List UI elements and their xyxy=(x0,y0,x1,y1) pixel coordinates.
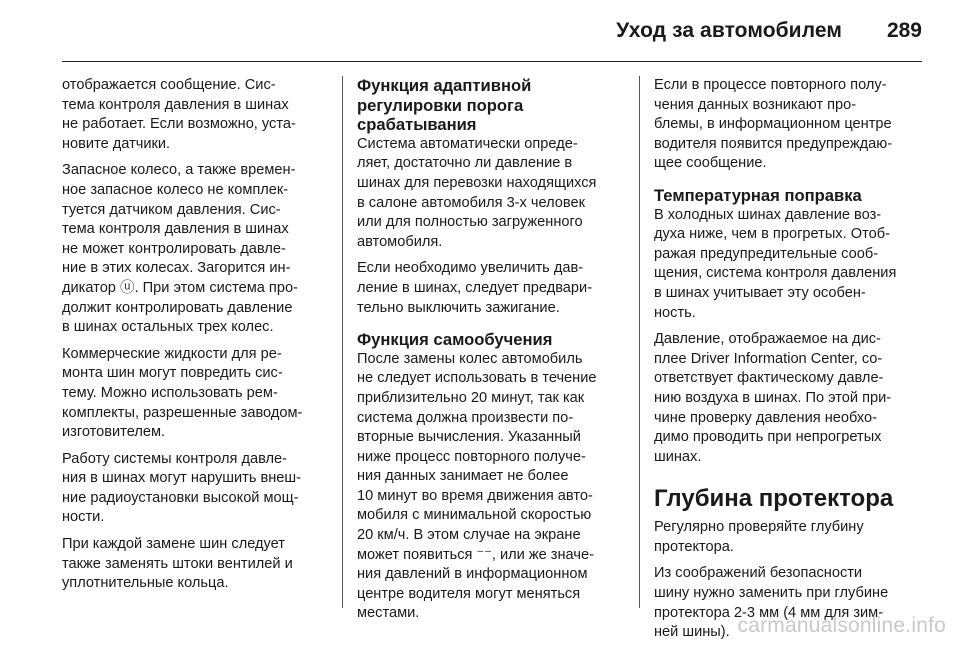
text-line: Работу системы контроля давле- xyxy=(62,450,288,467)
text-line: протектора 2-3 мм (4 мм для зим- xyxy=(654,604,884,621)
text-line: тема контроля давления в шинах xyxy=(62,221,289,238)
text-line: дикатор ⓤ. При этом система про- xyxy=(62,279,298,296)
page-header xyxy=(0,0,960,62)
text-line: ния давлений в информационном xyxy=(357,566,588,583)
text-line: уплотнительные кольца. xyxy=(62,575,229,592)
text-line: не может контролировать давле- xyxy=(62,240,286,257)
text-line: щения, система контроля давления xyxy=(654,265,897,282)
text-line: шинах для перевозки находящихся xyxy=(357,174,597,191)
text-line: шину нужно заменить при глубине xyxy=(654,585,889,602)
text-line: блемы, в информационном центре xyxy=(654,116,892,133)
section-heading-temperature-correction xyxy=(654,186,922,206)
heading-line: срабатывания xyxy=(357,115,477,135)
text-line: Если необходимо увеличить дав- xyxy=(357,260,584,277)
text-line: ние радиоустановки высокой мощ- xyxy=(62,489,299,506)
text-line: или для полностью загруженного xyxy=(357,214,583,231)
text-line: чения данных возникают про- xyxy=(654,96,857,113)
text-line: 20 км/ч. В этом случае на экране xyxy=(357,527,581,544)
text-line: монта шин могут повредить сис- xyxy=(62,365,283,382)
page-number: 289 xyxy=(886,19,922,42)
heading-line: Функция самообучения xyxy=(357,330,553,350)
text-line: ность. xyxy=(654,304,696,321)
text-line: приблизительно 20 минут, так как xyxy=(357,389,585,406)
section-heading-self-learning xyxy=(357,330,625,350)
text-line: чине проверку давления необхо- xyxy=(654,409,877,426)
heading-line: Температурная поправка xyxy=(654,185,862,205)
text-line: В холодных шинах давление воз- xyxy=(654,206,882,223)
text-line: тему. Можно использовать рем- xyxy=(62,384,278,401)
paragraph xyxy=(62,450,328,528)
column-divider xyxy=(639,76,640,608)
watermark: carmanualsonline.info xyxy=(737,614,946,637)
text-line: ниже процесс повторного получе- xyxy=(357,448,586,465)
text-line: не работает. Если возможно, уста- xyxy=(62,116,296,133)
text-line: ное запасное колесо не комплек- xyxy=(62,181,289,198)
text-line: в шинах учитывает эту особен- xyxy=(654,284,866,301)
text-line: ние в этих колесах. Загорится ин- xyxy=(62,260,291,277)
paragraph xyxy=(62,345,328,443)
text-line: автомобиля. xyxy=(357,233,443,250)
section-heading-adaptive-threshold xyxy=(357,76,625,135)
text-line: комплекты, разрешенные заводом- xyxy=(62,404,303,421)
text-line: Регулярно проверяйте глубину xyxy=(654,519,864,536)
text-line: местами. xyxy=(357,605,420,622)
text-line: вторные вычисления. Указанный xyxy=(357,429,581,446)
text-line: мобиля с минимальной скоростью xyxy=(357,507,592,524)
text-line: в шинах остальных трех колес. xyxy=(62,319,274,336)
text-line: ляет, достаточно ли давление в xyxy=(357,155,573,172)
text-line: Система автоматически опреде- xyxy=(357,135,578,152)
text-line: изготовителем. xyxy=(62,424,166,441)
text-line: протектора. xyxy=(654,538,734,555)
text-line: димо проводить при непрогретых xyxy=(654,429,882,446)
text-line: ответствует фактическому давле- xyxy=(654,370,884,387)
text-line: щее сообщение. xyxy=(654,155,767,172)
text-line: новите датчики. xyxy=(62,135,171,152)
text-line: духа ниже, чем в прогретых. Отоб- xyxy=(654,226,890,243)
relearn-problems-text xyxy=(654,76,922,174)
column-1 xyxy=(62,76,328,601)
text-line: отображается сообщение. Сис- xyxy=(62,77,276,93)
paragraph xyxy=(654,330,922,467)
text-line: также заменять штоки вентилей и xyxy=(62,555,293,572)
text-line: плее Driver Information Center, со- xyxy=(654,350,883,367)
paragraph xyxy=(357,259,625,318)
text-line: Запасное колесо, а также времен- xyxy=(62,162,296,179)
text-line: нию воздуха в шинах. По этой при- xyxy=(654,389,892,406)
text-line: Из соображений безопасности xyxy=(654,565,863,582)
paragraph xyxy=(654,76,922,174)
header-rule xyxy=(62,61,922,62)
text-line: После замены колес автомобиль xyxy=(357,350,583,367)
paragraph xyxy=(654,518,922,557)
paragraph xyxy=(62,535,328,594)
text-line: Давление, отображаемое на дис- xyxy=(654,331,881,348)
column-3 xyxy=(654,76,922,650)
text-line: система должна произвести по- xyxy=(357,409,574,426)
text-line: ление в шинах, следует предвари- xyxy=(357,279,593,296)
heading-line: Функция адаптивной xyxy=(357,76,532,95)
text-line: туется датчиком давления. Сис- xyxy=(62,201,281,218)
text-line: ражая предупредительные сооб- xyxy=(654,245,879,262)
section-body-self-learning xyxy=(357,350,625,624)
page-title: Уход за автомобилем xyxy=(616,19,842,42)
text-line: 10 минут во время движения авто- xyxy=(357,487,593,504)
text-line: может появиться ⁻⁻, или же значе- xyxy=(357,546,594,563)
text-line: ния данных занимает не более xyxy=(357,468,569,485)
paragraph xyxy=(62,161,328,337)
text-line: шинах. xyxy=(654,448,702,465)
column-divider xyxy=(342,76,343,608)
text-line: должит контролировать давление xyxy=(62,299,293,316)
major-heading-tread-depth: Глубина протектора xyxy=(654,485,894,513)
text-line: При каждой замене шин следует xyxy=(62,536,285,553)
text-line: в салоне автомобиля 3-х человек xyxy=(357,194,586,211)
text-line: Коммерческие жидкости для ре- xyxy=(62,345,282,362)
paragraph xyxy=(62,76,328,154)
paragraph xyxy=(654,206,922,324)
section-body-adaptive-threshold xyxy=(357,135,625,318)
column-2 xyxy=(357,76,625,631)
text-line: центре водителя могут меняться xyxy=(357,585,581,602)
paragraph xyxy=(357,135,625,253)
text-line: ния в шинах могут нарушить внеш- xyxy=(62,470,301,487)
paragraph xyxy=(357,350,625,624)
text-line: ней шины). xyxy=(654,624,730,641)
text-line: Если в процессе повторного полу- xyxy=(654,77,887,93)
section-body-temperature-correction xyxy=(654,206,922,468)
text-line: водителя появится предупреждаю- xyxy=(654,135,893,152)
heading-line: регулировки порога xyxy=(357,95,524,115)
text-line: тема контроля давления в шинах xyxy=(62,96,289,113)
text-line: тельно выключить зажигание. xyxy=(357,299,560,316)
text-line: ности. xyxy=(62,509,105,526)
text-line: не следует использовать в течение xyxy=(357,370,597,387)
column-1-body xyxy=(62,76,328,594)
